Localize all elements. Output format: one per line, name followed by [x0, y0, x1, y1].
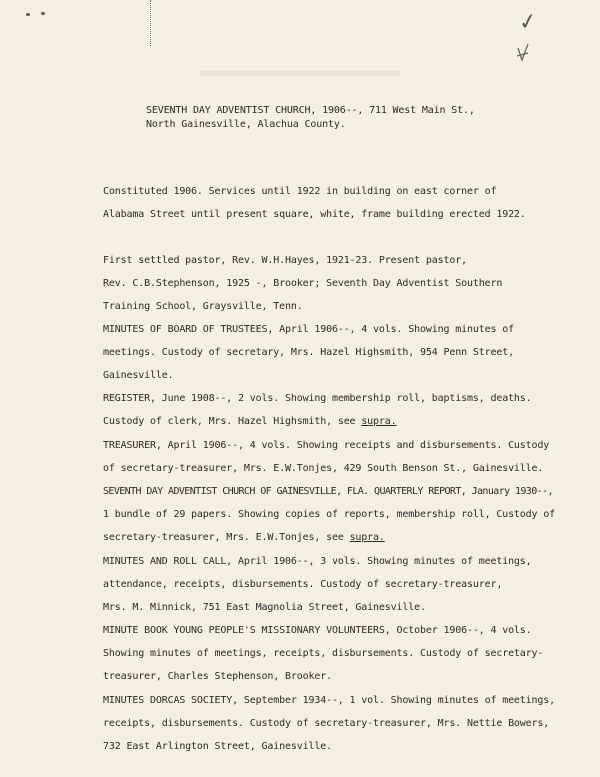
crease-mark	[150, 0, 152, 46]
supra-word: supra.	[349, 532, 385, 543]
text-line: First settled pastor, Rev. W.H.Hayes, 1921-23. Present pastor,	[103, 255, 467, 266]
text-line: Alabama Street until present square, white, frame building erected 1922.	[103, 209, 526, 220]
text-line: REGISTER, June 1908--, 2 vols. Showing membership roll, baptisms, deaths.	[103, 393, 532, 404]
heading-line-1: SEVENTH DAY ADVENTIST CHURCH, 1906--, 711 West Main St.,	[146, 105, 475, 116]
text-line: TREASURER, April 1906--, 4 vols. Showing receipts and disbursements. Custody	[103, 440, 550, 451]
text-line: MINUTES OF BOARD OF TRUSTEES, April 1906--, 4 vols. Showing minutes of	[103, 324, 514, 335]
text-line: MINUTES DORCAS SOCIETY, September 1934--, 1 vol. Showing minutes of meetings,	[103, 695, 556, 706]
text-line	[103, 416, 397, 428]
text-line: MINUTES AND ROLL CALL, April 1906--, 3 vols. Showing minutes of meetings,	[103, 556, 532, 567]
text-line: 1 bundle of 29 papers. Showing copies of reports, membership roll, Custody of	[103, 509, 556, 520]
bleed-through	[200, 70, 400, 76]
text-span: Custody of clerk, Mrs. Hazel Highsmith, see	[103, 416, 362, 427]
text-line: Training School, Graysville, Tenn.	[103, 301, 303, 312]
supra-word: supra.	[361, 416, 397, 427]
check-mark-icon	[516, 42, 530, 66]
text-line: of secretary-treasurer, Mrs. E.W.Tonjes, 429 South Benson St., Gainesville.	[103, 463, 544, 474]
text-line: Mrs. M. Minnick, 751 East Magnolia Street, Gainesville.	[103, 602, 426, 613]
text-line: 732 East Arlington Street, Gainesville.	[103, 741, 332, 752]
text-line: MINUTE BOOK YOUNG PEOPLE'S MISSIONARY VOLUNTEERS, October 1906--, 4 vols.	[103, 625, 532, 636]
text-line: SEVENTH DAY ADVENTIST CHURCH OF GAINESVILLE, FLA. QUARTERLY REPORT, January 1930--,	[103, 486, 553, 497]
text-line: receipts, disbursements. Custody of secretary-treasurer, Mrs. Nettie Bowers,	[103, 718, 550, 729]
text-line: Showing minutes of meetings, receipts, disbursements. Custody of secretary-	[103, 648, 544, 659]
text-line: treasurer, Charles Stephenson, Brooker.	[103, 671, 332, 682]
text-line: Rev. C.B.Stephenson, 1925 -, Brooker; Seventh Day Adventist Southern	[103, 278, 503, 289]
text-line: Gainesville.	[103, 370, 174, 381]
punch-mark	[26, 13, 30, 16]
heading-line-2: North Gainesville, Alachua County.	[146, 119, 346, 130]
text-line: Constituted 1906. Services until 1922 in building on east corner of	[103, 186, 497, 197]
check-mark-icon: ✓	[516, 8, 540, 37]
text-line: attendance, receipts, disbursements. Custody of secretary-treasurer,	[103, 579, 503, 590]
text-line	[103, 532, 385, 544]
text-span: secretary-treasurer, Mrs. E.W.Tonjes, see	[103, 532, 350, 543]
punch-mark	[41, 12, 45, 15]
text-line: meetings. Custody of secretary, Mrs. Hazel Highsmith, 954 Penn Street,	[103, 347, 514, 358]
